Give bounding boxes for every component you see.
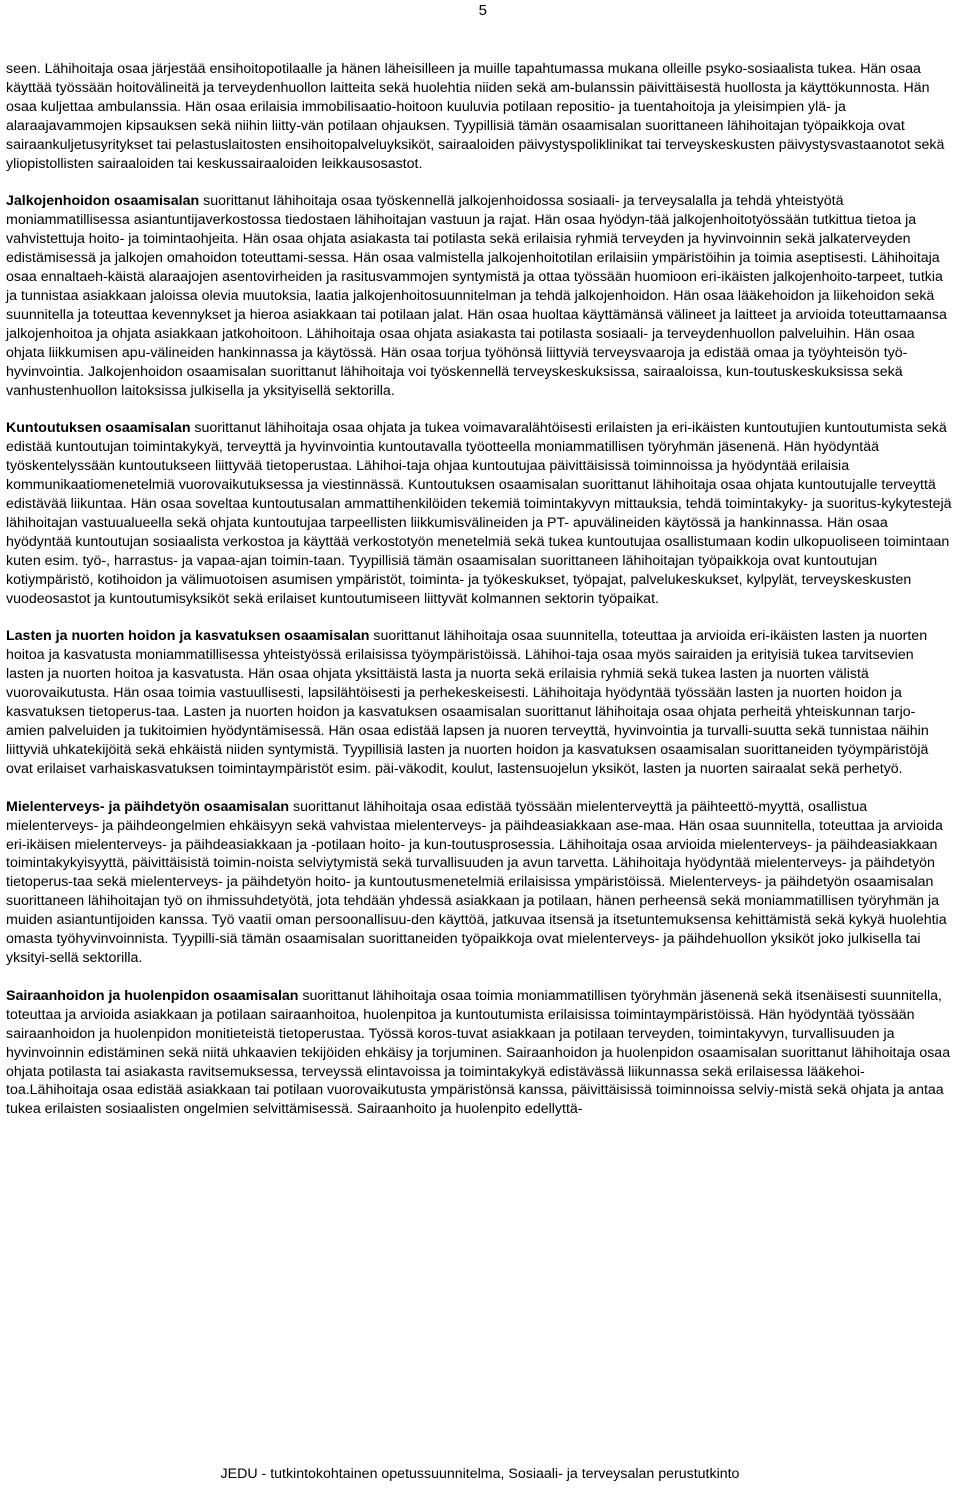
paragraph-text: suorittanut lähihoitaja osaa ohjata ja tukea voimavaralähtöisesti erilaisten ja eri-ikäisten kuntoutujien kuntoutumista sekä edistää kuntoutujan toimintakykyä, terveyttä ja hyvinvointia kuntoutavalla työotteella moniammatillisen työryhmän jäsenenä. Hän hyödyntää työskentelyssään kuntoutukseen liittyvää tietoperustaa. Lähihoi-taja ohjaa kuntoutujaa päivittäisissä toiminnoissa ja hyödyntää erilaisia kommunikaatiomenetelmiä vuorovaikutuksessa ja viestinnässä. Kuntoutuksen osaamisalan suorittanut lähihoitaja osaa ohjata kuntoutujalle terveyttä edistävää liikuntaa. Hän osaa soveltaa kuntoutusalan ammattihenkilöiden tekemiä toimintakyvyn mittauksia, tehdä toimintakyky- ja suoritus-kykytestejä lähihoitajan vastuualueella sekä ohjata kuntoutujaa tarpeellisten liikkumisvälineiden ja PT- apuvälineiden käytössä ja hankinnassa. Hän osaa hyödyntää kuntoutujan sosiaalista verkostoa ja käyttää verkostotyön menetelmiä sekä tukea kuntoutujaa osallistumaan kodin ulkopuoliseen toimintaan kuten esim. työ-, harrastus- ja vapaa-ajan toimin-taan. Tyypillisiä tämän osaamisalan suorittaneen lähihoitajan työpaikkoja ovat kuntoutujan kotiympäristö, kotihoidon ja välimuotoisen asumisen ympäristöt, toiminta- ja työkeskukset, työpajat, palvelukeskukset, kylpylät, terveyskeskusten vuodeosastot ja kuntoutumisyksiköt sekä erilaiset kuntoutumiseen liittyvät kolmannen sektorin työpaikat. — [6, 420, 952, 607]
paragraph-heading: Sairaanhoidon ja huolenpidon osaamisalan — [6, 987, 299, 1004]
paragraph-heading: Kuntoutuksen osaamisalan — [6, 420, 191, 437]
paragraph-sairaanhoito — [6, 987, 953, 1119]
footer-text: JEDU - tutkintokohtainen opetussuunnitelma, Sosiaali- ja terveysalan perustutkinto — [220, 1466, 740, 1482]
paragraph-lasten-ja-nuorten — [6, 627, 953, 778]
paragraph-text: suorittanut lähihoitaja osaa työskennellä jalkojenhoidossa sosiaali- ja terveysalalla ja tehdä yhteistyötä moniammatillisessa asiantuntijaverkostossa tiedostaen lähihoitajan vastuun ja rajat. Hän osaa hyödyn-tää jalkojenhoitotyössään tutkittua tietoa ja vahvistettuja hoito- ja toimintaohjeita. Hän osaa ohjata asiakasta tai potilasta sekä erilaisia ryhmiä terveyden ja hyvinvoinnin sekä jalkaterveyden edistämisessä ja jalkojen omahoidon toteuttami-sessa. Hän osaa valmistella jalkojenhoitotilan erilaisiin ympäristöihin ja toimia aseptisesti. Lähihoitaja osaa ennaltaeh-käistä alaraajojen asentovirheiden ja rasitusvammojen syntymistä ja ottaa työssään huomioon eri-ikäisten jalkojenhoito-tarpeet, tutkia ja tunnistaa asiakkaan jaloissa olevia muutoksia, laatia jalkojenhoitosuunnitelman ja tehdä jalkojenhoidon. Hän osaa lääkehoidon ja liikehoidon sekä suunnitella ja toteuttaa kevennykset ja hieroa asiakkaan tai potilaan jalat. Hän osaa huoltaa käyttämänsä välineet ja laitteet ja arvioida toteuttamaansa jalkojenhoitoa ja ohjata asiakkaan jatkohoitoon. Lähihoitaja osaa ohjata asiakasta tai potilasta sosiaali- ja terveydenhuollon palveluihin. Hän osaa ohjata liikkumisen apu-välineiden hankinnassa ja käytössä. Hän osaa torjua työhönsä liittyviä terveysvaaroja ja edistää omaa ja työyhteisön työ-hyvinvointia. Jalkojenhoidon osaamisalan suorittanut lähihoitaja voi työskennellä terveyskeskuksissa, sairaaloissa, kun-toutuskeskuksissa sekä vanhustenhuollon laitoksissa julkisella ja yksityisellä sektorilla. — [6, 193, 947, 399]
paragraph-text: suorittanut lähihoitaja osaa suunnitella, toteuttaa ja arvioida eri-ikäisten lasten ja nuorten hoitoa ja kasvatusta moniammatillisessa yhteistyössä erilaisissa työympäristöissä. Lähihoi-taja osaa myös sairaiden ja erityisiä tukea tarvitsevien lasten ja nuorten hoitoa ja kasvatusta. Hän osaa ohjata yksittäistä lasta ja nuorta sekä erilaisia ryhmiä sekä tukea lasten ja nuorten välistä vuorovaikutusta. Hän osaa toimia vastuullisesti, lapsilähtöisesti ja perhekeskeisesti. Lähihoitaja hyödyntää työssään lasten ja nuorten hoidon ja kasvatuksen tietoperus-taa. Lasten ja nuorten hoidon ja kasvatuksen osaamisalan suorittanut lähihoitaja osaa ohjata perheitä yhteiskunnan tarjo-amien palveluiden ja tukitoimien hyödyntämisessä. Hän osaa edistää lapsen ja nuoren terveyttä, hyvinvointia ja turvalli-suutta sekä tunnistaa näihin liittyviä uhkatekijöitä sekä ehkäistä niiden syntymistä. Tyypillisiä lasten ja nuorten hoidon ja kasvatuksen osaamisalan suorittaneiden työympäristöjä ovat erilaiset varhaiskasvatuksen toimintaympäristöt esim. päi-väkodit, koulut, lastensuojelun yksiköt, lasten ja nuorten sairaalat sekä perhetyö. — [6, 628, 929, 777]
paragraph-text: seen. Lähihoitaja osaa järjestää ensihoitopotilaalle ja hänen läheisilleen ja muille tapahtumassa mukana olleille psyko-sosiaalista tukea. Hän osaa käyttää työssään hoitovälineitä ja terveydenhuollon laitteita sekä huolehtia niiden sekä am-bulanssin päivittäisestä huollosta ja käyttökunnosta. Hän osaa kuljettaa ambulanssia. Hän osaa erilaisia immobilisaatio-hoitoon kuuluvia potilaan repositio- ja tuentahoitoja ja yleisimpien ylä- ja alaraajavammojen kipsauksen sekä niihin liitty-vän potilaan ohjauksen. Tyypillisiä tämän osaamisalan suorittaneen lähihoitajan työpaikkoja ovat sairaankuljetusyritykset tai pelastuslaitosten ensihoitopalveluyksiköt, sairaaloiden päivystyspoliklinikat tai terveyskeskusten päivystysvastaanotot sekä yliopistollisten sairaaloiden tai keskussairaaloiden leikkausosastot. — [6, 61, 945, 172]
paragraph-heading: Jalkojenhoidon osaamisalan — [6, 193, 200, 210]
paragraph-heading: Lasten ja nuorten hoidon ja kasvatuksen osaamisalan — [6, 628, 370, 645]
page-number — [0, 2, 487, 19]
page-number-text: 5 — [478, 2, 487, 19]
paragraph-heading: Mielenterveys- ja päihdetyön osaamisalan — [6, 798, 290, 815]
paragraph-ensihoito-continued — [6, 60, 953, 173]
paragraph-text: suorittanut lähihoitaja osaa toimia moniammatillisen työryhmän jäsenenä sekä itsenäisesti suunnitella, toteuttaa ja arvioida asiakkaan ja potilaan sairaanhoitoa, huolenpitoa ja kuntoutumista erilaisissa toimintaympäristöissä. Hän hyödyntää työssään sairaanhoidon ja huolenpidon monitieteistä tietoperustaa. Työssä koros-tuvat asiakkaan ja potilaan terveyden, toimintakyvyn, turvallisuuden ja hyvinvoinnin edistäminen sekä niitä uhkaavien tekijöiden ehkäisy ja torjuminen. Sairaanhoidon ja huolenpidon osaamisalan suorittanut lähihoitaja osaa ohjata potilasta tai asiakasta ravitsemuksessa, terveyssä elintavoissa ja toimintakykyä edistävässä liikunnassa sekä erilaisessa lääkehoi-toa.Lähihoitaja osaa edistää asiakkaan tai potilaan vuorovaikutusta ympäristönsä kanssa, päivittäisissä toiminnoissa selviy-mistä sekä ohjata ja antaa tukea erilaisten sosiaalisten ongelmien selvittämisessä. Sairaanhoito ja huolenpito edellyttä- — [6, 987, 951, 1118]
document-body — [6, 60, 953, 1138]
paragraph-mielenterveys — [6, 798, 953, 968]
paragraph-kuntoutus — [6, 419, 953, 608]
paragraph-jalkojenhoito — [6, 192, 953, 400]
paragraph-text: suorittanut lähihoitaja osaa edistää työssään mielenterveyttä ja päihteettö-myyttä, osallistua mielenterveys- ja päihdeongelmien ehkäisyyn sekä vahvistaa mielenterveys- ja päihdeasiakkaan ase-maa. Hän osaa suunnitella, toteuttaa ja arvioida eri-ikäisen mielenterveys- ja päihdeasiakkaan ja -potilaan hoito- ja kun-toutusprosessia. Lähihoitaja osaa arvioida mielenterveys- ja päihdeasiakkaan toimintakykyisyyttä, päivittäisistä toimin-noista selviytymistä sekä turvallisuuden ja avun tarvetta. Lähihoitaja hyödyntää mielenterveys- ja päihdetyön tietoperus-taa sekä mielenterveys- ja päihdetyön hoito- ja kuntoutusmenetelmiä erilaisissa ympäristöissä. Mielenterveys- ja päihdetyön osaamisalan suorittaneen lähihoitajan työ on ihmissuhdetyötä, jota tehdään yhdessä asiakkaan ja potilaan, hänen perheensä sekä moniammatillisen työryhmän ja muiden asiantuntijoiden kanssa. Työ vaatii oman persoonallisuu-den käyttöä, jatkuvaa itsensä ja itsetuntemuksensa kehittämistä sekä kykyä huolehtia omasta työhyvinvoinnista. Tyypilli-siä tämän osaamisalan suorittaneiden työpaikkoja ovat mielenterveys- ja päihdehuollon yksiköt joko julkisella tai yksityi-sellä sektorilla. — [6, 798, 947, 966]
page-footer — [0, 1466, 960, 1482]
